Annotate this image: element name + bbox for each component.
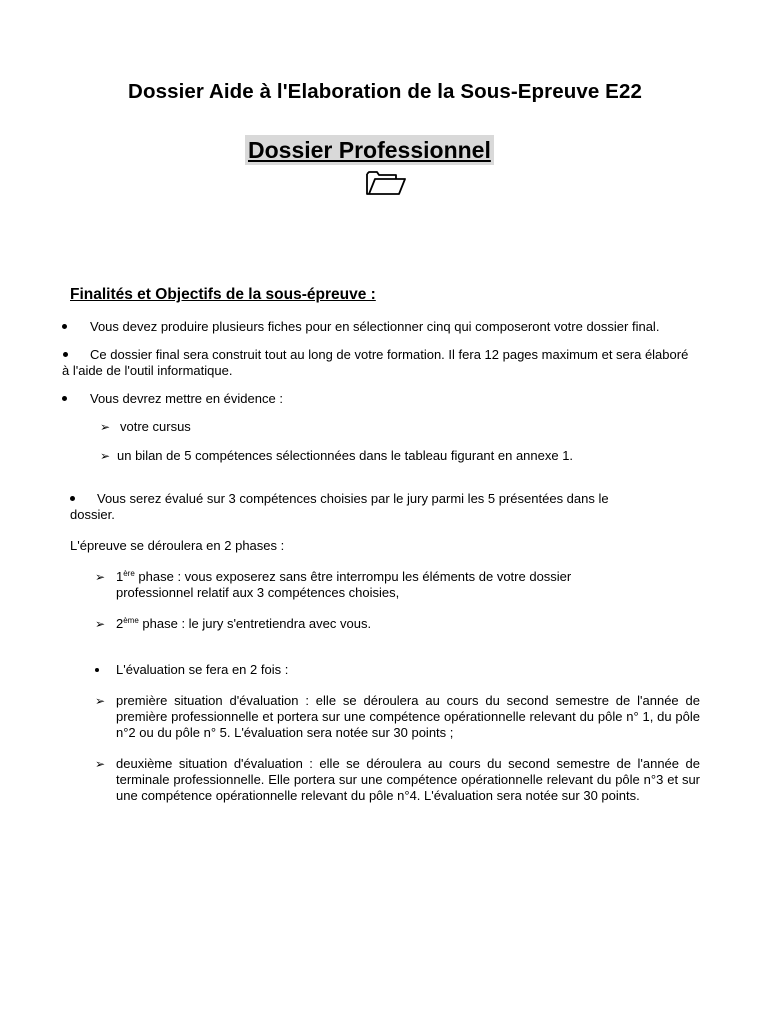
bullet-icon [95,668,99,672]
phase-2-superscript: ème [123,616,139,625]
bullet-icon [63,352,68,357]
bullet-text: Vous serez évalué sur 3 compétences choisies par le jury parmi les 5 présentées dans le [97,491,609,506]
phase-2-number: 2 [116,616,124,631]
bullet-text-continued: dossier. [70,507,115,522]
bullet-icon [62,324,67,329]
evaluation-item-1: première situation d'évaluation : elle se déroulera au cours du second semestre de l'année de première professionnelle et portera sur une compétence opérationnelle relevant du pôle n° 1, du pôle n°2 ou du pôle n° 5. L'évaluation sera notée sur 30 points ; [116,693,700,740]
phase-2-text [116,616,371,632]
document-subtitle: Dossier Professionnel [245,135,494,165]
phase-1-line: phase : vous exposerez sans être interrompu les éléments de votre dossier [134,569,572,584]
bullet-text-continued: à l'aide de l'outil informatique. [62,363,233,378]
phase-1-number: 1 [116,569,124,584]
arrow-bullet-icon: ➢ [95,570,106,584]
phases-intro: L'épreuve se déroulera en 2 phases : [70,538,285,553]
phase-2-line: phase : le jury s'entretiendra avec vous. [138,616,372,631]
bullet-text: Vous devez produire plusieurs fiches pour en sélectionner cinq qui composeront votre dossier final. [90,319,660,334]
bullet-text: Ce dossier final sera construit tout au long de votre formation. Il fera 12 pages maximum et sera élaboré [90,347,689,362]
bullet-text: Vous devrez mettre en évidence : [90,391,283,406]
open-folder-icon [365,170,407,201]
arrow-item: votre cursus [120,419,191,434]
document-title: Dossier Aide à l'Elaboration de la Sous-Epreuve E22 [128,80,642,103]
arrow-bullet-icon: ➢ [95,694,106,708]
bullet-icon [70,496,75,501]
arrow-item: un bilan de 5 compétences sélectionnées dans le tableau figurant en annexe 1. [117,448,574,463]
phase-1-text [116,569,571,585]
arrow-bullet-icon: ➢ [95,757,106,771]
evaluation-intro: L'évaluation se fera en 2 fois : [116,662,289,677]
phase-1-superscript: ère [123,569,135,578]
phase-1-text-continued: professionnel relatif aux 3 compétences choisies, [116,585,400,600]
arrow-bullet-icon: ➢ [100,449,111,463]
arrow-bullet-icon: ➢ [95,617,106,631]
bullet-icon [62,396,67,401]
evaluation-item-2: deuxième situation d'évaluation : elle se déroulera au cours du second semestre de l'année de terminale professionnelle. Elle portera sur une compétence opérationnelle relevant du pôle n°3 et sur une compétence opérationnelle relevant du pôle n°4. L'évaluation sera notée sur 30 points. [116,756,700,803]
section-heading: Finalités et Objectifs de la sous-épreuve : [70,286,376,303]
arrow-bullet-icon: ➢ [100,420,111,434]
